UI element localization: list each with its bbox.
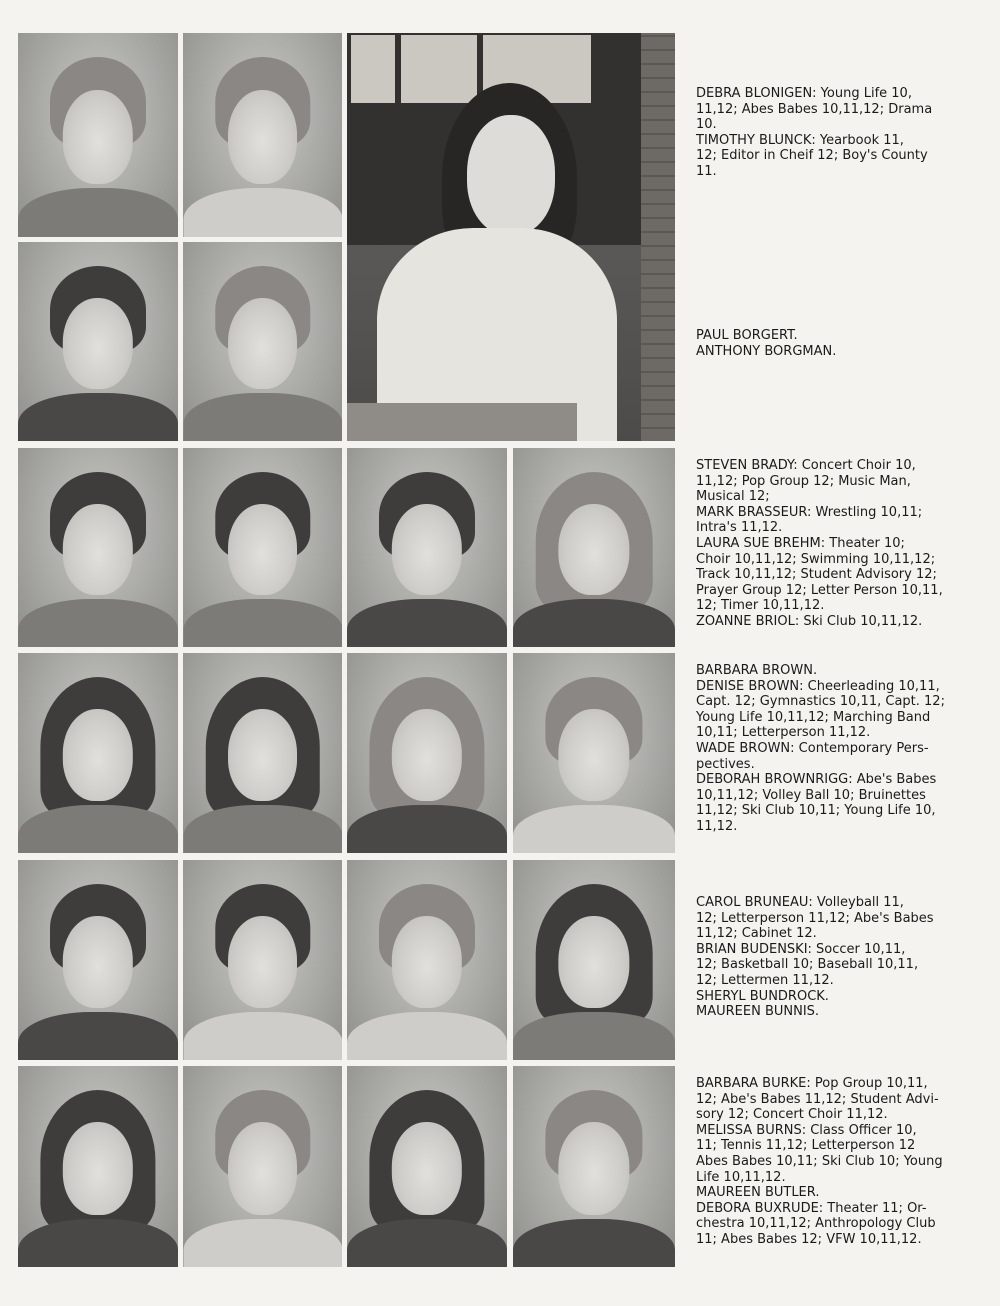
portrait-denise-brown	[183, 653, 342, 853]
caption-entry: BARBARA BURKE: Pop Group 10,11, 12; Abe's Babes 11,12; Student Advi- sory 12; Concert Choir 11,12.	[696, 1076, 939, 1123]
caption-block-row-5	[696, 895, 986, 1020]
portrait-zoanne-briol	[513, 448, 675, 647]
portrait-laura-sue-brehm	[347, 448, 507, 647]
caption-block-row-2	[696, 328, 986, 359]
caption-entry: DEBRA BLONIGEN: Young Life 10, 11,12; Abes Babes 10,11,12; Drama 10.	[696, 86, 933, 133]
portrait-maureen-bunnis	[513, 860, 675, 1060]
caption-entry: MARK BRASSEUR: Wrestling 10,11; Intra's 11,12.	[696, 504, 923, 536]
caption-block-row-4	[696, 663, 986, 835]
caption-entry: MAUREEN BUNNIS.	[696, 1004, 820, 1020]
portrait-barbara-brown	[18, 653, 178, 853]
portrait-timothy-blunck	[183, 33, 342, 237]
portrait-sheryl-bundrock	[347, 860, 507, 1060]
caption-entry: PAUL BORGERT.	[696, 328, 798, 343]
portrait-brian-budenski	[183, 860, 342, 1060]
portrait-wade-brown	[347, 653, 507, 853]
caption-entry: MAUREEN BUTLER.	[696, 1185, 820, 1201]
caption-entry: STEVEN BRADY: Concert Choir 10, 11,12; Pop Group 12; Music Man, Musical 12;	[696, 458, 916, 505]
caption-entry: BARBARA BROWN.	[696, 663, 818, 678]
caption-entry: MELISSA BURNS: Class Officer 10, 11; Tennis 11,12; Letterperson 12 Abes Babes 10,11; Ski Club 10; Young Life 10,11,12.	[696, 1122, 943, 1185]
portrait-mark-brasseur	[183, 448, 342, 647]
caption-entry: DENISE BROWN: Cheerleading 10,11, Capt. 12; Gymnastics 10,11, Capt. 12; Young Life 10,11,12; Marching Band 10,11; Letterperson 11,12.	[696, 678, 945, 741]
caption-entry: ANTHONY BORGMAN.	[696, 343, 837, 359]
caption-entry: SHERYL BUNDROCK.	[696, 988, 829, 1004]
caption-block-row-6	[696, 1076, 986, 1248]
portrait-barbara-burke	[18, 1066, 178, 1267]
portrait-steven-brady	[18, 448, 178, 647]
caption-entry: DEBORAH BROWNRIGG: Abe's Babes 10,11,12; Volley Ball 10; Bruinettes 11,12; Ski Club 10,11; Young Life 10, 11,12.	[696, 772, 937, 834]
portrait-melissa-burns	[183, 1066, 342, 1267]
caption-entry: ZOANNE BRIOL: Ski Club 10,11,12.	[696, 613, 923, 629]
portrait-debra-blonigen	[18, 33, 178, 237]
candid-classroom-photo	[347, 33, 675, 441]
caption-block-row-1	[696, 86, 986, 180]
caption-entry: WADE BROWN: Contemporary Pers- pectives.	[696, 740, 929, 772]
caption-block-row-3	[696, 458, 986, 630]
portrait-maureen-butler	[347, 1066, 507, 1267]
caption-entry: CAROL BRUNEAU: Volleyball 11, 12; Letterperson 11,12; Abe's Babes 11,12; Cabinet 12.	[696, 895, 934, 942]
portrait-deborah-brownrigg	[513, 653, 675, 853]
portrait-carol-bruneau	[18, 860, 178, 1060]
caption-entry: DEBORA BUXRUDE: Theater 11; Or- chestra 10,11,12; Anthropology Club 11; Abes Babes 12; VFW 10,11,12.	[696, 1200, 936, 1247]
caption-entry: BRIAN BUDENSKI: Soccer 10,11, 12; Basketball 10; Baseball 10,11, 12; Lettermen 11,12.	[696, 941, 919, 988]
portrait-paul-borgert	[18, 242, 178, 441]
portrait-anthony-borgman	[183, 242, 342, 441]
caption-entry: TIMOTHY BLUNCK: Yearbook 11, 12; Editor in Cheif 12; Boy's County 11.	[696, 132, 928, 179]
caption-entry: LAURA SUE BREHM: Theater 10; Choir 10,11,12; Swimming 10,11,12; Track 10,11,12; Student Advisory 12; Prayer Group 12; Letter Person 10,11, 12; Timer 10,11,12.	[696, 535, 943, 614]
portrait-debora-buxrude	[513, 1066, 675, 1267]
